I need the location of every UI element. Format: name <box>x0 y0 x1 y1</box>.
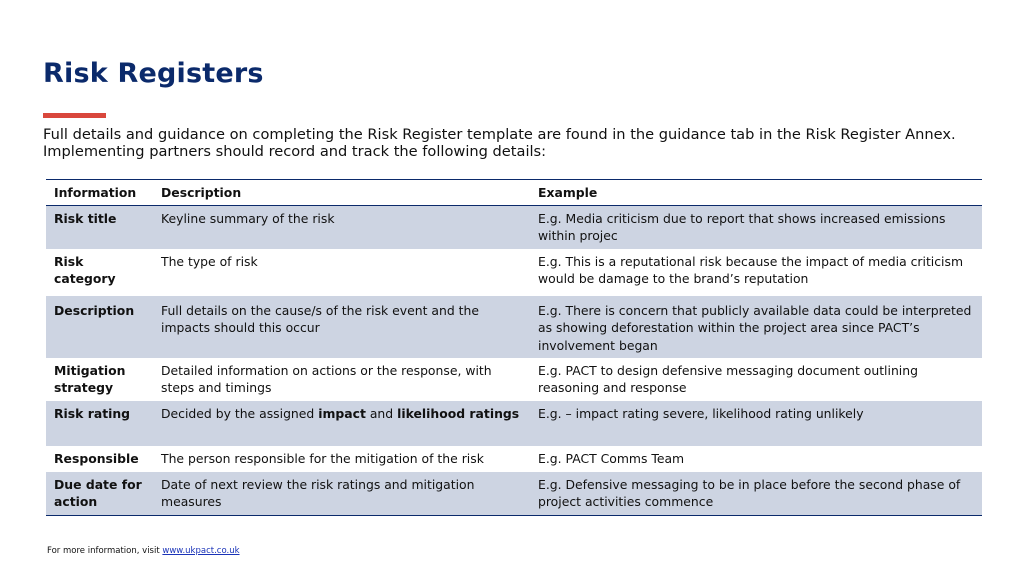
example-cell: E.g. Defensive messaging to be in place before the second phase of project activities commence <box>530 472 982 516</box>
risk-register-table <box>46 179 982 516</box>
table-row <box>46 205 982 249</box>
table-row <box>46 358 982 401</box>
table-row <box>46 296 982 358</box>
description-cell: The type of risk <box>161 253 258 269</box>
description-cell: The person responsible for the mitigation of the risk <box>161 450 484 466</box>
description-cell: Full details on the cause/s of the risk event and the impacts should this occur <box>153 296 530 358</box>
intro-line-2: Implementing partners should record and track the following details: <box>43 143 547 160</box>
info-cell: Risk title <box>46 205 153 249</box>
description-cell: Detailed information on actions or the response, with steps and timings <box>161 362 492 395</box>
info-cell: Risk rating <box>46 401 153 446</box>
table-row <box>46 472 982 516</box>
website-link[interactable]: www.ukpact.co.uk <box>162 546 240 556</box>
header-example: Example <box>530 180 982 206</box>
example-cell: E.g. There is concern that publicly available data could be interpreted as showing deforestation within the project area since PACT’s involvement began <box>530 296 982 358</box>
table-row <box>46 401 982 446</box>
info-cell: Responsible <box>54 450 139 466</box>
accent-bar <box>43 113 106 118</box>
table-row <box>46 446 982 472</box>
page-title: Risk Registers <box>43 58 264 89</box>
example-cell: E.g. PACT to design defensive messaging document outlining reasoning and response <box>538 362 918 395</box>
info-cell: Risk category <box>54 253 116 286</box>
likelihood-emphasis: likelihood ratings <box>397 405 520 421</box>
header-description: Description <box>153 180 530 206</box>
description-join: and <box>365 405 398 421</box>
description-cell <box>153 401 530 446</box>
table-header-row <box>46 180 982 206</box>
example-cell: E.g. Media criticism due to report that shows increased emissions within projec <box>530 205 982 249</box>
header-information: Information <box>46 180 153 206</box>
footer <box>47 546 240 556</box>
impact-emphasis: impact <box>318 405 366 421</box>
description-cell: Date of next review the risk ratings and mitigation measures <box>153 472 530 516</box>
info-cell: Mitigation strategy <box>54 362 126 395</box>
intro-text <box>43 126 993 160</box>
example-cell: E.g. This is a reputational risk because the impact of media criticism would be damage to the brand’s reputation <box>538 253 964 286</box>
info-cell: Due date for action <box>46 472 153 516</box>
footer-text: For more information, visit <box>47 546 163 556</box>
info-cell: Description <box>46 296 153 358</box>
intro-line-1: Full details and guidance on completing the Risk Register template are found in the guidance tab in the Risk Register Annex. <box>43 126 956 143</box>
example-cell: E.g. PACT Comms Team <box>538 450 685 466</box>
description-cell: Keyline summary of the risk <box>153 205 530 249</box>
example-cell: E.g. – impact rating severe, likelihood rating unlikely <box>530 401 982 446</box>
table-row <box>46 249 982 296</box>
description-text: Decided by the assigned <box>161 405 319 421</box>
